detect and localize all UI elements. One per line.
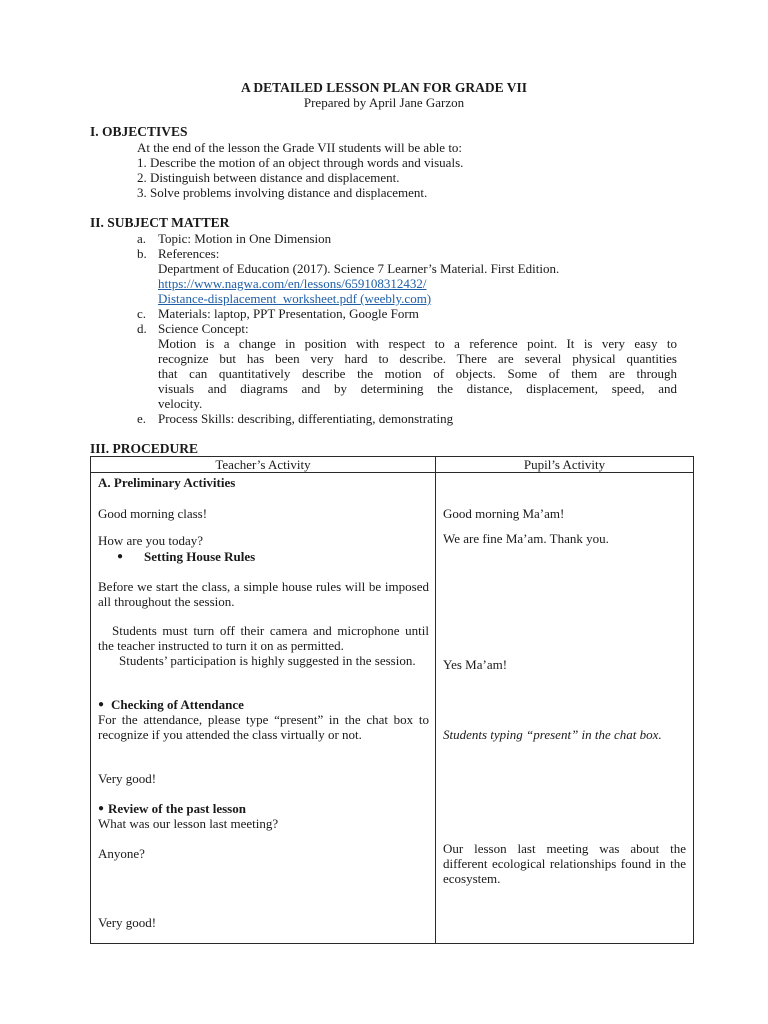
concept-line: visuals and diagrams and by determining the distance, displacement, speed, and (158, 381, 677, 396)
references-label: References: (158, 246, 220, 261)
document-title: A DETAILED LESSON PLAN FOR GRADE VII (240, 80, 528, 95)
concept-line: Motion is a change in position with respect to a reference point. It is very easy to (158, 336, 677, 351)
pupil-answer: Our lesson last meeting was about the different ecological relationships found in the ecosystem. (443, 841, 686, 886)
pupil-activity-header: Pupil’s Activity (436, 457, 694, 473)
house-rules-heading: Setting House Rules (144, 549, 256, 564)
review-question: What was our lesson last meeting? (98, 816, 279, 831)
review-heading: Review of the past lesson (108, 801, 246, 816)
prepared-by: Prepared by April Jane Garzon (303, 95, 465, 110)
objectives-heading: I. OBJECTIVES (90, 124, 188, 139)
teacher-how-are-you: How are you today? (98, 533, 204, 548)
house-rules-text: Before we start the class, a simple house rules will be imposed all throughout the session. (98, 579, 429, 609)
topic: Topic: Motion in One Dimension (158, 231, 332, 246)
teacher-activity-header: Teacher’s Activity (91, 457, 436, 473)
pupil-fine: We are fine Ma’am. Thank you. (443, 531, 609, 546)
reference-link-nagwa[interactable]: https://www.nagwa.com/en/lessons/659108312432/ (158, 276, 427, 291)
objectives-intro: At the end of the lesson the Grade VII students will be able to: (137, 140, 463, 155)
concept-line: velocity. (158, 396, 203, 411)
topic-marker: a. (137, 231, 147, 246)
very-good-2: Very good! (98, 915, 157, 930)
procedure-heading: III. PROCEDURE (90, 441, 199, 456)
materials-marker: c. (137, 306, 147, 321)
concept-line: recognize but has been very hard to describe. There are several physical quantities (158, 351, 677, 366)
pupil-typing-present: Students typing “present” in the chat box. (443, 727, 662, 742)
very-good-1: Very good! (98, 771, 157, 786)
materials: Materials: laptop, PPT Presentation, Google Form (158, 306, 419, 321)
skills-marker: e. (137, 411, 147, 426)
attendance-heading: Checking of Attendance (111, 697, 244, 712)
teacher-activity-cell (91, 473, 436, 944)
objective-item: 3. Solve problems involving distance and displacement. (137, 185, 428, 200)
objective-item: 1. Describe the motion of an object through words and visuals. (137, 155, 464, 170)
house-rule-camera: Students must turn off their camera and microphone until the teacher instructed to turn it on as permitted. (98, 623, 429, 653)
concept-label: Science Concept: (158, 321, 249, 336)
pupil-greeting: Good morning Ma’am! (443, 506, 565, 521)
anyone-prompt: Anyone? (98, 846, 145, 861)
concept-marker: d. (137, 321, 147, 336)
concept-line: that can quantitatively describe the motion of objects. Some of them are through (158, 366, 677, 381)
house-rule-participation: Students’ participation is highly suggested in the session. (119, 653, 416, 668)
pupil-yes: Yes Ma’am! (443, 657, 508, 672)
pupil-activity-cell (436, 473, 694, 944)
references-marker: b. (137, 246, 147, 261)
reference-text: Department of Education (2017). Science 7 Learner’s Material. First Edition. (158, 261, 560, 276)
process-skills: Process Skills: describing, differentiating, demonstrating (158, 411, 454, 426)
procedure-table (90, 456, 694, 944)
attendance-text: For the attendance, please type “present” in the chat box to recognize if you attended the class virtually or not. (98, 712, 429, 742)
preliminary-activities-heading: A. Preliminary Activities (98, 475, 236, 490)
objective-item: 2. Distinguish between distance and displacement. (137, 170, 400, 185)
subject-matter-heading: II. SUBJECT MATTER (90, 215, 230, 230)
reference-link-worksheet[interactable]: Distance-displacement_worksheet.pdf (weebly.com) (158, 291, 432, 306)
bullet-icon: ● (98, 699, 105, 710)
teacher-greeting: Good morning class! (98, 506, 208, 521)
bullet-icon: ● (98, 803, 105, 814)
bullet-icon: ● (117, 551, 124, 562)
